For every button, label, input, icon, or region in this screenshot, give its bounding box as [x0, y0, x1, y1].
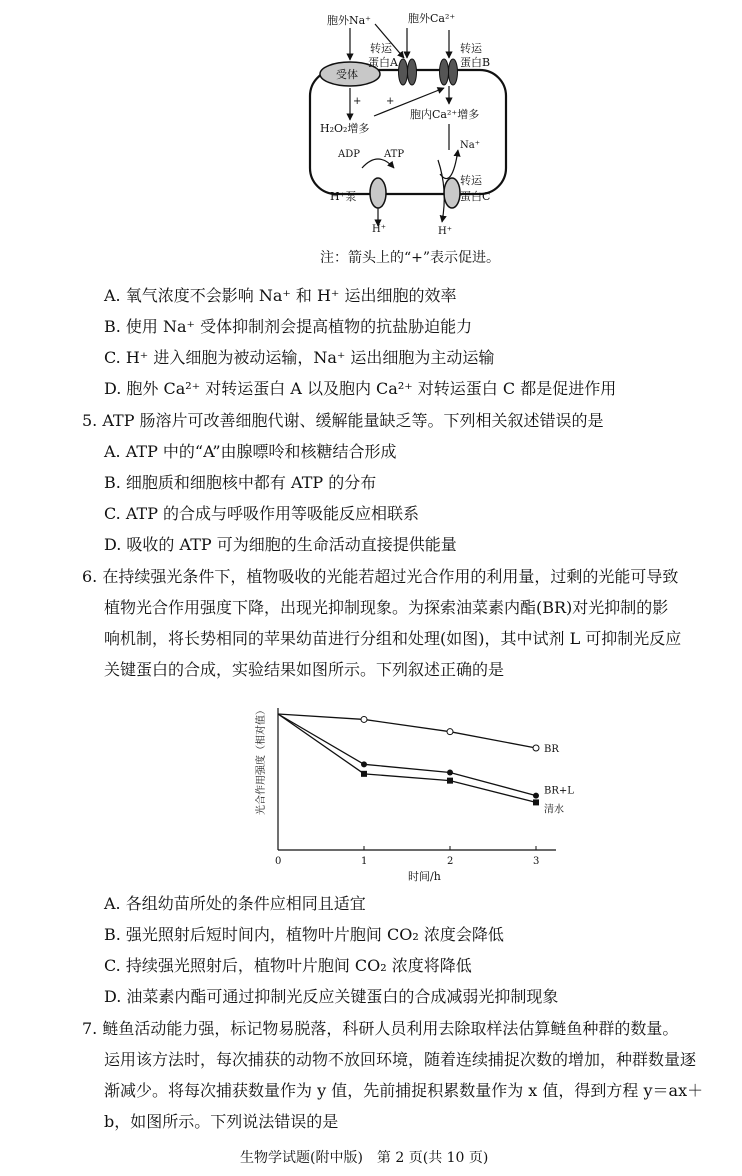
label-transporter-c-2: 蛋白C [460, 190, 491, 203]
label-atp: ATP [384, 149, 405, 160]
q6-option-d: D. 油菜素内酯可通过抑制光反应关键蛋白的合成减弱光抑制现象 [104, 987, 559, 1006]
label-na-out: 胞外Na⁺ [327, 14, 371, 27]
y-axis-label: 光合作用强度（相对值） [256, 705, 267, 815]
q6-stem-line-4: 关键蛋白的合成，实验结果如图所示。下列叙述正确的是 [104, 660, 505, 679]
q6-stem-line-1: 6. 在持续强光条件下，植物吸收的光能若超过光合作用的利用量，过剩的光能可导致 [82, 567, 679, 586]
transporter-b-shape-2 [449, 59, 458, 85]
q4-option-d: D. 胞外 Ca²⁺ 对转运蛋白 A 以及胞内 Ca²⁺ 对转运蛋白 C 都是促进作用 [104, 379, 617, 398]
label-na-c: Na⁺ [460, 140, 480, 151]
label-ca-out: 胞外Ca²⁺ [408, 12, 456, 25]
label-h-out-1: H⁺ [372, 224, 386, 235]
series-line-2 [278, 714, 536, 802]
series-line-1 [278, 714, 536, 796]
q5-option-a: A. ATP 中的“A”由腺嘌呤和核糖结合形成 [104, 442, 397, 461]
data-point [361, 716, 367, 722]
q6-stem-line-2: 植物光合作用强度下降，出现光抑制现象。为探索油菜素内酯(BR)对光抑制的影 [104, 598, 669, 617]
q6-option-a: A. 各组幼苗所处的条件应相同且适宜 [104, 894, 366, 913]
label-ca-in: 胞内Ca²⁺增多 [410, 108, 480, 121]
cell-transport-diagram [290, 0, 520, 240]
q5-option-b: B. 细胞质和细胞核中都有 ATP 的分布 [104, 473, 377, 492]
q7-line-4: b，如图所示。下列说法错误的是 [104, 1112, 339, 1131]
q6-option-b: B. 强光照射后短时间内，植物叶片胞间 CO₂ 浓度会降低 [104, 925, 504, 944]
label-plus-2: + [386, 96, 395, 107]
x-tick-label: 0 [275, 856, 282, 867]
label-adp: ADP [338, 149, 360, 160]
photosynthesis-chart [236, 700, 596, 890]
q4-option-a: A. 氧气浓度不会影响 Na⁺ 和 H⁺ 运出细胞的效率 [104, 286, 457, 305]
data-point [447, 729, 453, 735]
label-plus-1: + [353, 96, 362, 107]
q7-line-1: 7. 鲢鱼活动能力强，标记物易脱落，科研人员利用去除取样法估算鲢鱼种群的数量。 [82, 1019, 679, 1038]
transporter-b-shape [440, 59, 449, 85]
data-point [447, 769, 453, 775]
q4-option-b: B. 使用 Na⁺ 受体抑制剂会提高植物的抗盐胁迫能力 [104, 317, 473, 336]
data-point [361, 761, 367, 767]
q5-stem: 5. ATP 肠溶片可改善细胞代谢、缓解能量缺乏等。下列相关叙述错误的是 [82, 411, 604, 430]
data-point [533, 799, 539, 805]
label-transporter-a-2: 蛋白A [368, 56, 398, 69]
transporter-a-shape-2 [408, 59, 417, 85]
label-transporter-b-2: 蛋白B [460, 56, 491, 69]
x-tick-label: 2 [447, 856, 454, 867]
page-footer: 生物学试题(附中版) 第 2 页(共 10 页) [240, 1150, 489, 1166]
h-pump-shape [370, 178, 386, 208]
data-point [533, 793, 539, 799]
q7-line-2: 运用该方法时，每次捕获的动物不放回环境，随着连续捕捉次数的增加，种群数量逐 [104, 1050, 697, 1069]
data-point [533, 745, 539, 751]
series-label: 清水 [544, 804, 564, 816]
x-tick-label: 1 [361, 856, 368, 867]
x-tick-label: 3 [533, 856, 540, 867]
label-h2o2: H₂O₂增多 [320, 122, 370, 135]
transporter-c-shape [444, 178, 460, 208]
data-point [361, 771, 367, 777]
transporter-a-shape [399, 59, 408, 85]
label-transporter-c-1: 转运 [460, 174, 482, 187]
series-label: BR [544, 744, 559, 755]
q6-stem-line-3: 响机制，将长势相同的苹果幼苗进行分组和处理(如图)，其中试剂 L 可抑制光反应 [104, 629, 682, 648]
label-transporter-a-1: 转运 [370, 42, 392, 55]
q6-option-c: C. 持续强光照射后，植物叶片胞间 CO₂ 浓度将降低 [104, 956, 472, 975]
label-receptor: 受体 [336, 68, 358, 81]
series-line-0 [278, 714, 536, 748]
label-h-out-2: H⁺ [438, 226, 452, 237]
data-point [447, 778, 453, 784]
q7-line-3: 渐减少。将每次捕获数量作为 y 值，先前捕捉积累数量作为 x 值，得到方程 y＝ax＋ [104, 1081, 704, 1100]
label-transporter-b-1: 转运 [460, 42, 482, 55]
q4-option-c: C. H⁺ 进入细胞为被动运输，Na⁺ 运出细胞为主动运输 [104, 348, 495, 367]
label-h-pump: H⁺泵 [330, 190, 357, 203]
series-label: BR+L [544, 785, 574, 797]
x-axis-label: 时间/h [408, 870, 441, 883]
diagram-note: 注：箭头上的“+”表示促进。 [320, 250, 501, 266]
q5-option-c: C. ATP 的合成与呼吸作用等吸能反应相联系 [104, 504, 420, 523]
q5-option-d: D. 吸收的 ATP 可为细胞的生命活动直接提供能量 [104, 535, 457, 554]
